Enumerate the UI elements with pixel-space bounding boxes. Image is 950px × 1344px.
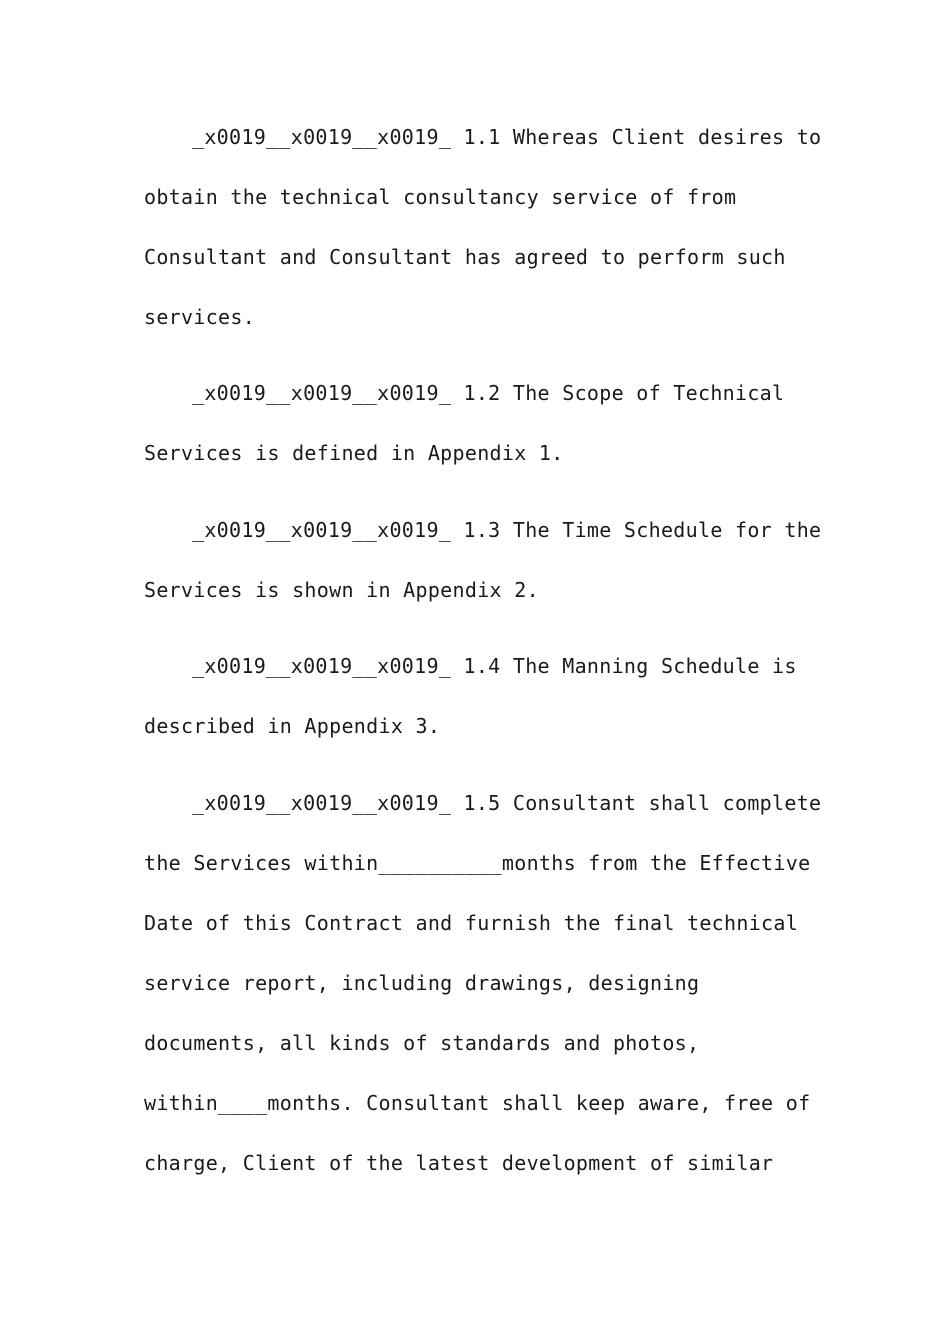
text-line: _x0019__x0019__x0019_ 1.2 The Scope of Technical [192, 381, 785, 405]
text-line: documents, all kinds of standards and photos, [144, 1031, 700, 1055]
text-line: Services is shown in Appendix 2. [144, 578, 539, 602]
text-line: _x0019__x0019__x0019_ 1.3 The Time Schedule for the [192, 518, 822, 542]
text-line: Consultant and Consultant has agreed to perform such [144, 245, 786, 269]
text-line: _x0019__x0019__x0019_ 1.5 Consultant shall complete [192, 791, 822, 815]
text-line: Services is defined in Appendix 1. [144, 441, 564, 465]
text-line: the Services within__________months from the Effective [144, 851, 811, 875]
text-line: _x0019__x0019__x0019_ 1.1 Whereas Client desires to [192, 125, 822, 149]
text-line: service report, including drawings, designing [144, 971, 700, 995]
text-line: described in Appendix 3. [144, 714, 441, 738]
text-line: obtain the technical consultancy service of from [144, 185, 737, 209]
text-line: services. [144, 305, 256, 329]
text-line: within____months. Consultant shall keep aware, free of [144, 1091, 811, 1115]
text-line: Date of this Contract and furnish the final technical [144, 911, 799, 935]
text-line: charge, Client of the latest development of similar [144, 1151, 774, 1175]
text-line: _x0019__x0019__x0019_ 1.4 The Manning Schedule is [192, 654, 797, 678]
